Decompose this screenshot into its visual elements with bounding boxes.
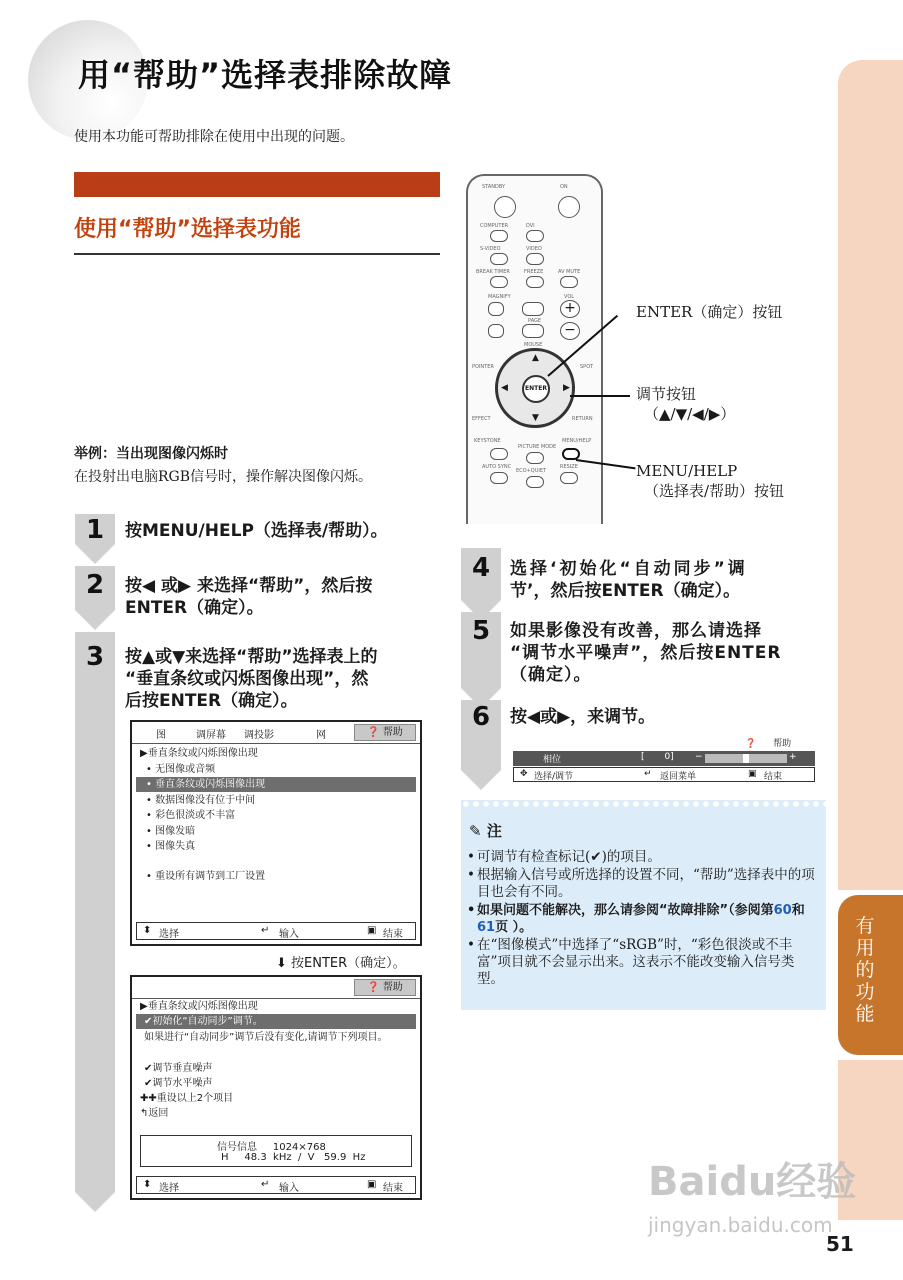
step-1-text: 按MENU/HELP（选择表/帮助）。 (125, 521, 388, 541)
tab-picture[interactable]: 图 (156, 730, 166, 741)
footer-select-label: 选择 (159, 929, 179, 940)
menu-item[interactable]: ✚✚重设以上2个项目 (140, 1093, 234, 1104)
phase-value: [ 0] (641, 752, 674, 762)
phase-slider-knob[interactable] (743, 754, 749, 763)
adjust-footer (513, 767, 815, 782)
menu-tab-bar (132, 977, 420, 999)
right-arrow-icon: ▶ (563, 383, 570, 393)
example-text: 在投射出电脑RGB信号时，操作解决图像闪烁。 (74, 469, 373, 485)
page-link-61[interactable]: 61 (477, 920, 496, 935)
enter-callout: ENTER（确定）按钮 (636, 303, 783, 321)
adjust-callout-1: 调节按钮 (636, 385, 697, 403)
minus-label: − (695, 752, 703, 762)
side-decoration-top (838, 60, 903, 890)
note-box (461, 800, 826, 1010)
step-4-text: 选择‘初始化“自动同步”调 节’，然后按ENTER（确定）。 (510, 559, 748, 601)
computer-button (490, 230, 508, 242)
adjust-select-label: 选择/调节 (534, 772, 574, 782)
section-bar (74, 172, 440, 197)
menu-description: 如果进行“自动同步”调节后没有变化,请调节下列项目。 (144, 1032, 388, 1043)
remote-label: POINTER (472, 364, 494, 370)
remote-label: PAGE (528, 318, 542, 324)
footer-select-label: 选择 (159, 1183, 179, 1194)
note-item: • 根据输入信号或所选择的设置不同，“帮助”选择表中的项目也会有不同。 (467, 867, 819, 901)
menu-item[interactable]: • 无图像或音频 (146, 764, 216, 775)
updown-icon: ⬍ (143, 925, 152, 936)
tab-network[interactable]: 网 (316, 730, 326, 741)
note-item: • 可调节有检查标记(✔)的项目。 (467, 849, 819, 866)
remote-label: VOL (564, 294, 575, 300)
menu-item[interactable]: • 数据图像没有位于中间 (146, 795, 256, 806)
phase-adjust-screen (513, 736, 815, 782)
menu-icon: ▣ (367, 1179, 377, 1190)
enter-button: ENTER (522, 375, 550, 403)
menu-item-selected[interactable]: ✔初始化“自动同步”调节。 (136, 1014, 416, 1029)
left-arrow-icon: ◀ (501, 383, 508, 393)
signal-info-line-1: 信号信息 1024×768 (217, 1142, 326, 1153)
adjust-callout-line (570, 395, 630, 397)
page-number: 51 (826, 1232, 854, 1256)
remote-label: PICTURE MODE (518, 444, 557, 450)
step-6-number: 6 (472, 702, 491, 732)
step-6-text: 按◀或▶，来调节。 (510, 707, 656, 727)
tab-help[interactable]: ❓ 帮助 (354, 979, 416, 996)
resize-button (560, 472, 578, 484)
page-down-button (522, 324, 544, 338)
remote-label: EFFECT (472, 416, 491, 422)
av-mute-button (560, 276, 578, 288)
power-on-button (558, 196, 580, 218)
step-3-marker (75, 632, 115, 1192)
video-button (526, 253, 544, 265)
menu-item[interactable]: • 重设所有调节到工厂设置 (146, 871, 266, 882)
step-1-number: 1 (86, 515, 105, 545)
remote-label: SPOT (580, 364, 594, 370)
menu-item[interactable]: ✔调节水平噪声 (144, 1078, 213, 1089)
freeze-button (526, 276, 544, 288)
footer-end-label: 结束 (383, 1183, 403, 1194)
menu-item[interactable]: • 彩色很淡或不丰富 (146, 810, 236, 821)
menu-item[interactable]: • 图像发暗 (146, 826, 196, 837)
menu-item: ▶垂直条纹或闪烁图像出现 (140, 1001, 258, 1012)
enter-transition-text: 按ENTER（确定）。 (291, 956, 406, 971)
volume-up-icon: + (560, 300, 580, 318)
menu-item[interactable]: ✔调节垂直噪声 (144, 1063, 213, 1074)
help-menu-screen-2 (130, 975, 422, 1200)
remote-label: MENU/HELP (562, 438, 592, 444)
menu-footer (136, 922, 416, 940)
remote-control-illustration (466, 174, 603, 524)
step-2-text: 按◀ 或▶ 来选择“帮助”，然后按 ENTER（确定）。 (125, 576, 373, 618)
menu-tab-bar (132, 722, 420, 744)
signal-info-box (140, 1135, 412, 1167)
down-arrow-icon: ⬇ (276, 956, 287, 971)
menu-callout-2: （选择表/帮助）按钮 (644, 482, 785, 500)
menu-callout-1: MENU/HELP (636, 462, 738, 480)
footer-end-label: 结束 (383, 929, 403, 940)
pencil-icon: ✎ (469, 822, 482, 840)
adjust-end-label: 结束 (764, 772, 783, 782)
menu-item[interactable]: • 图像失真 (146, 841, 196, 852)
plus-label: + (789, 752, 797, 762)
step-4-number: 4 (472, 553, 491, 583)
step-2-number: 2 (86, 570, 105, 600)
remote-label: DVI (526, 223, 535, 229)
remote-label: S-VIDEO (480, 246, 501, 252)
select-adjust-icon: ✥ (520, 769, 528, 779)
remote-label: ECO+QUIET (516, 468, 547, 474)
baidu-watermark-logo: Baidu经验 (648, 1159, 857, 1205)
menu-footer (136, 1176, 416, 1194)
menu-icon: ▣ (367, 925, 377, 936)
example-title: 举例：当出现图像闪烁时 (74, 446, 228, 462)
remote-label: STANDBY (482, 184, 506, 190)
keystone-button (490, 448, 508, 460)
up-arrow-icon: ▲ (532, 353, 539, 363)
enter-icon: ↵ (261, 925, 270, 936)
enter-icon: ↵ (644, 769, 652, 779)
page-link-60[interactable]: 60 (773, 903, 792, 918)
break-timer-button (490, 276, 508, 288)
remote-label: AV MUTE (558, 269, 581, 275)
note-dots-border (461, 800, 826, 808)
step-5-number: 5 (472, 616, 491, 646)
adjust-help-tab: ❓ 帮助 (745, 739, 792, 749)
menu-item-selected[interactable]: • 垂直条纹或闪烁图像出现 (136, 777, 416, 792)
magnify-plus-button (488, 302, 504, 316)
tab-help[interactable]: ❓ 帮助 (354, 724, 416, 741)
help-icon: ❓ (367, 982, 380, 993)
step-3-text: 按▲或▼来选择“帮助”选择表上的 “垂直条纹或闪烁图像出现”，然 后按ENTER（确定）。 (125, 647, 378, 711)
help-icon: ❓ (745, 739, 757, 749)
menu-item-back[interactable]: ↰返回 (140, 1108, 169, 1119)
step-3-number: 3 (86, 642, 105, 672)
remote-label: MOUSE (524, 342, 543, 348)
page-title: 用“帮助”选择表排除故障 (78, 56, 453, 94)
note-item: • 如果问题不能解决，那么请参阅“故障排除”（参阅第60和61页 ）。 (467, 902, 819, 936)
remote-label: COMPUTER (480, 223, 509, 229)
tab-projector[interactable]: 调投影 (244, 730, 274, 741)
remote-label: AUTO SYNC (482, 464, 512, 470)
auto-sync-button (490, 472, 508, 484)
picture-mode-button (526, 452, 544, 464)
page-up-button (522, 302, 544, 316)
note-title: ✎ 注 (469, 822, 502, 840)
remote-label: FREEZE (524, 269, 544, 275)
remote-label: VIDEO (526, 246, 542, 252)
phase-row[interactable] (513, 751, 815, 766)
dvi-button (526, 230, 544, 242)
side-tab-label: 有用的功能 (855, 915, 875, 1025)
enter-icon: ↵ (261, 1179, 270, 1190)
note-item: • 在“图像模式”中选择了“sRGB”时，“彩色很淡或不丰富”项目就不会显示出来。这表示不能改变输入信号类型。 (467, 937, 819, 988)
phase-slider-track[interactable] (705, 754, 787, 763)
eco-quiet-button (526, 476, 544, 488)
section-title: 使用“帮助”选择表功能 (74, 217, 301, 242)
updown-icon: ⬍ (143, 1179, 152, 1190)
volume-down-icon: − (560, 322, 580, 340)
footer-input-label: 输入 (279, 1183, 299, 1194)
help-icon: ❓ (367, 727, 380, 738)
note-list (467, 849, 819, 989)
remote-label: RETURN (572, 416, 593, 422)
menu-icon: ▣ (748, 769, 757, 779)
remote-label: BREAK TIMER (476, 269, 510, 275)
baidu-watermark-url: jingyan.baidu.com (648, 1213, 833, 1237)
enter-transition (276, 952, 406, 971)
menu-item[interactable]: ▶垂直条纹或闪烁图像出现 (140, 748, 258, 759)
standby-button (494, 196, 516, 218)
adjust-callout-2: （▲/▼/◀/▶） (644, 405, 736, 423)
side-section-tab[interactable] (838, 895, 903, 1055)
magnify-minus-button (488, 324, 504, 338)
step-5-text: 如果影像没有改善，那么请选择 “调节水平噪声”，然后按ENTER （确定）。 (510, 621, 782, 685)
footer-input-label: 输入 (279, 929, 299, 940)
remote-label: MAGNIFY (488, 294, 511, 300)
down-arrow-icon: ▼ (532, 413, 539, 423)
svideo-button (490, 253, 508, 265)
signal-info-line-2: H 48.3 kHz / V 59.9 Hz (221, 1152, 366, 1163)
remote-label: RESIZE (560, 464, 578, 470)
intro-text: 使用本功能可帮助排除在使用中出现的问题。 (74, 129, 354, 145)
remote-label: ON (560, 184, 568, 190)
tab-screen[interactable]: 调屏幕 (196, 730, 226, 741)
remote-label: KEYSTONE (474, 438, 501, 444)
phase-label: 相位 (543, 755, 562, 765)
help-menu-screen-1 (130, 720, 422, 946)
section-rule (74, 253, 440, 255)
adjust-back-label: 返回菜单 (660, 772, 697, 782)
